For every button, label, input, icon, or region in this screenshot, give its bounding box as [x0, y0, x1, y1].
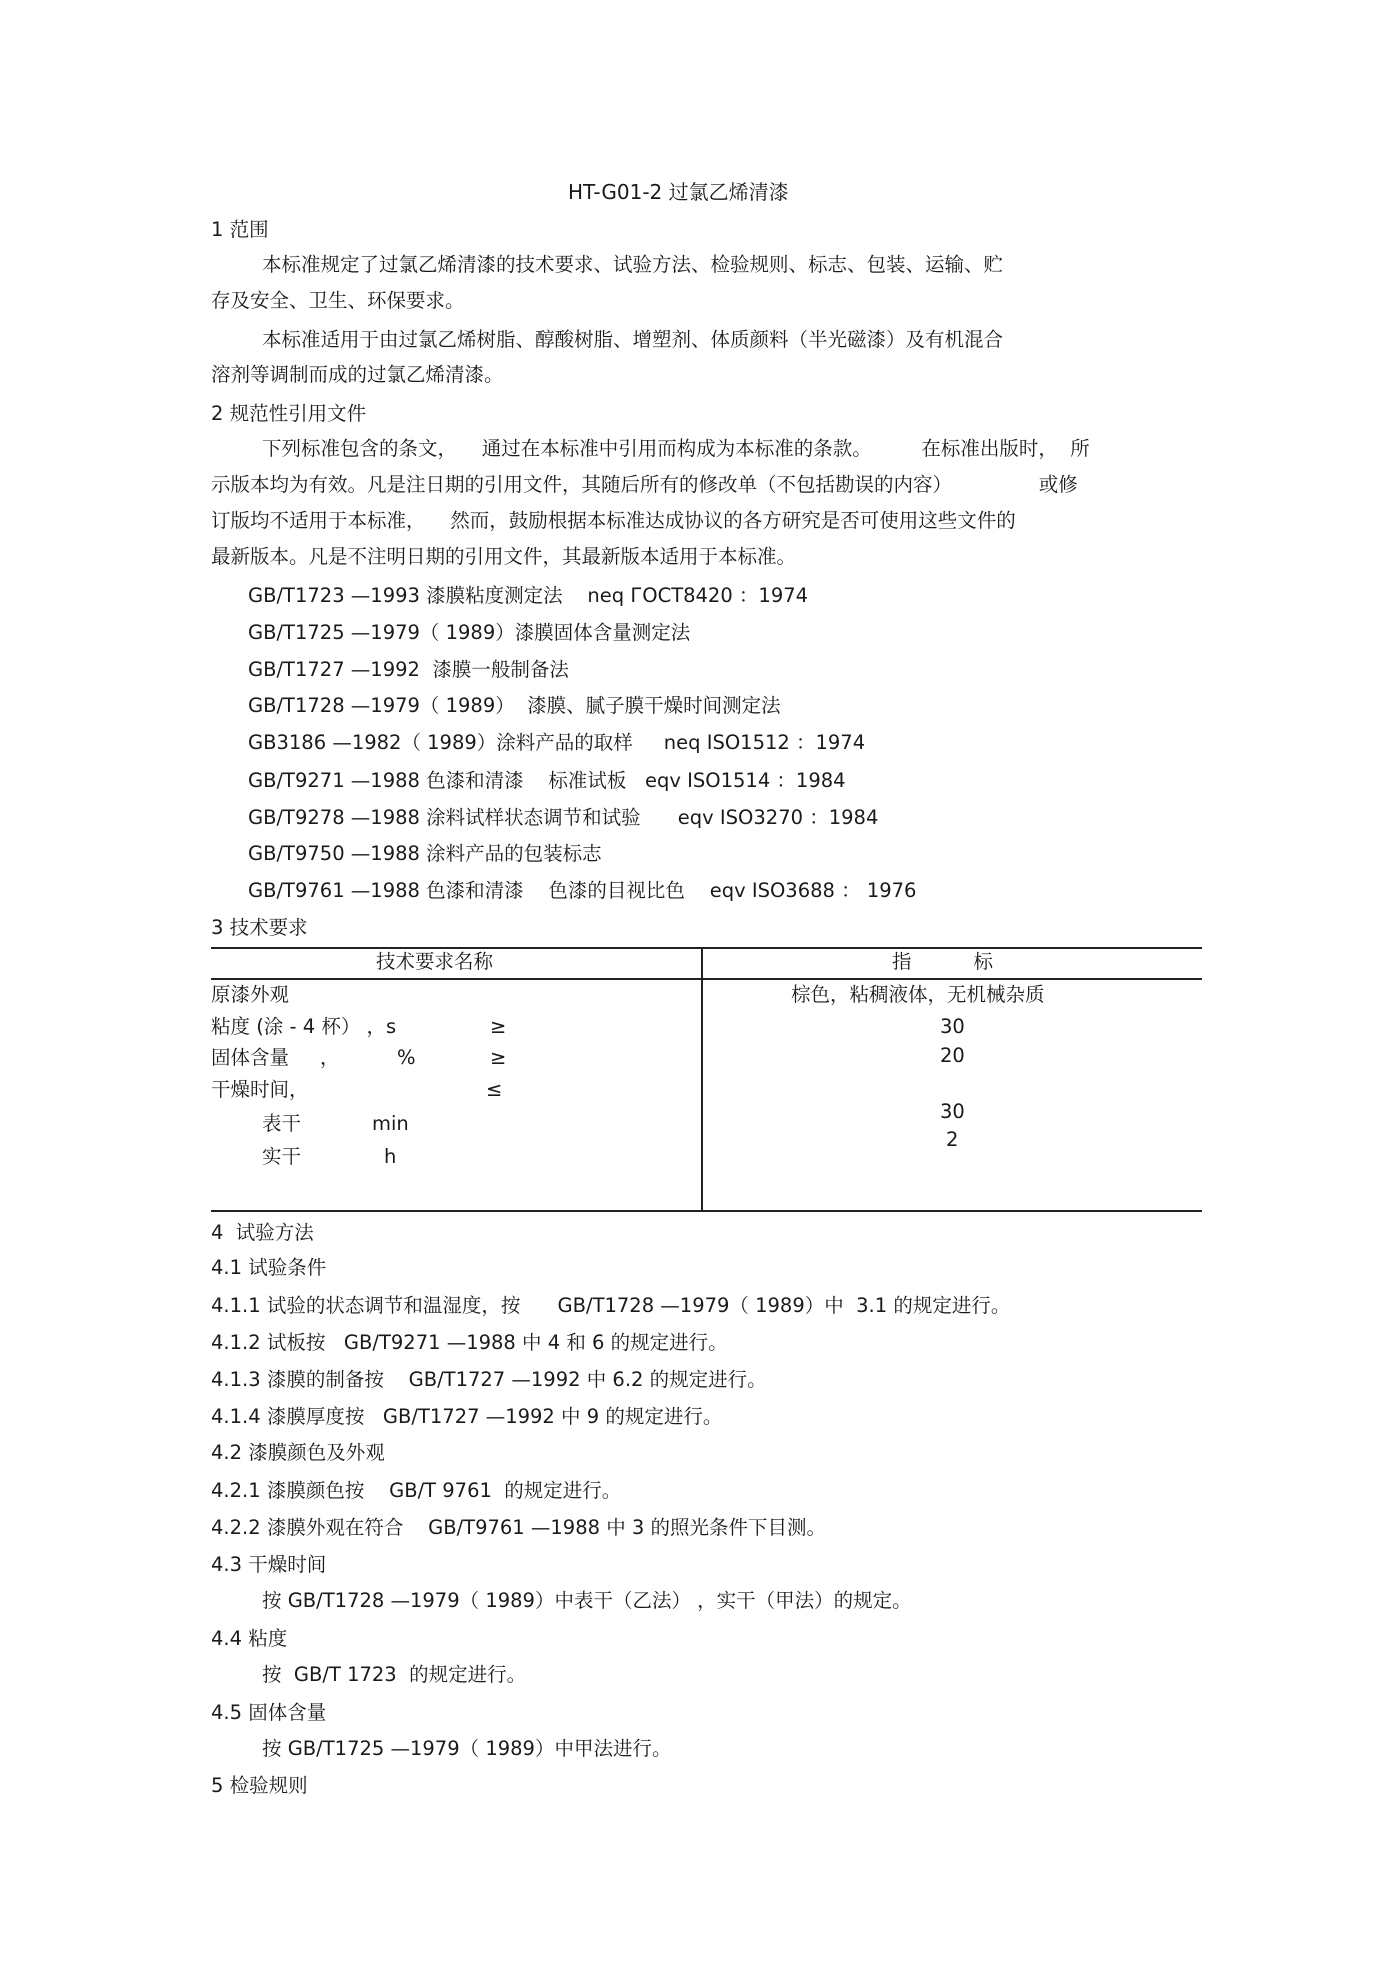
section-2-para-line-1: 下列标准包含的条文， 通过在本标准中引用而构成为本标准的条款。 在标准出版时， 所 [262, 437, 1090, 460]
subsection-heading: 4.3 干燥时间 [211, 1553, 327, 1576]
table-cell-value: 2 [946, 1128, 959, 1151]
subsection-heading: 4.2 漆膜颜色及外观 [211, 1441, 385, 1464]
table-cell-unit: % [397, 1046, 416, 1069]
section-2-para-line-2: 示版本均为有效。凡是注日期的引用文件，其随后所有的修改单（不包括勘误的内容） 或修 [211, 473, 1078, 496]
section-1-para-2-line-1: 本标准适用于由过氯乙烯树脂、醇酸树脂、增塑剂、体质颜料（半光磁漆）及有机混合 [262, 328, 1004, 351]
reference-item: GB/T9271 —1988 色漆和清漆 标准试板 eqv ISO1514 ：1984 [248, 769, 846, 792]
table-cell-name: 实干 [262, 1145, 302, 1168]
method-item: 4.2.2 漆膜外观在符合 GB/T9761 —1988 中 3 的照光条件下目测。 [211, 1516, 827, 1539]
table-cell-operator: ≥ [490, 1015, 507, 1038]
section-2-para-line-3: 订版均不适用于本标准， 然而，鼓励根据本标准达成协议的各方研究是否可使用这些文件的 [211, 509, 1016, 532]
section-4-heading: 4 试验方法 [211, 1221, 314, 1244]
subsection-heading: 4.4 粘度 [211, 1627, 288, 1650]
table-cell-name: 干燥时间， [211, 1078, 309, 1101]
table-cell-operator: ≤ [486, 1078, 503, 1101]
reference-item: GB/T1727 —1992 漆膜一般制备法 [248, 658, 569, 681]
section-1-heading: 1 范围 [211, 218, 269, 241]
table-column-divider [701, 947, 703, 1211]
subsection-heading: 4.5 固体含量 [211, 1701, 327, 1724]
method-item: 4.2.1 漆膜颜色按 GB/T 9761 的规定进行。 [211, 1479, 622, 1502]
method-item: 4.1.4 漆膜厚度按 GB/T1727 —1992 中 9 的规定进行。 [211, 1405, 723, 1428]
table-cell-name: 表干 [262, 1112, 302, 1135]
method-item: 4.1.3 漆膜的制备按 GB/T1727 —1992 中 6.2 的规定进行。 [211, 1368, 767, 1391]
table-cell-value: 30 [940, 1100, 965, 1123]
table-cell-name: 粘度 (涂 - 4 杯） ，s [211, 1015, 397, 1038]
table-top-rule [211, 947, 1202, 949]
table-cell-name: 原漆外观 [211, 983, 290, 1006]
section-1-para-2-line-2: 溶剂等调制而成的过氯乙烯清漆。 [211, 363, 504, 386]
table-header-rule [211, 978, 1202, 980]
method-item: 按 GB/T1725 —1979（ 1989）中甲法进行。 [262, 1737, 672, 1760]
section-1-para-1-line-2: 存及安全、卫生、环保要求。 [211, 289, 465, 312]
section-3-heading: 3 技术要求 [211, 916, 308, 939]
method-item: 4.1.2 试板按 GB/T9271 —1988 中 4 和 6 的规定进行。 [211, 1331, 728, 1354]
table-cell-value: 20 [940, 1044, 965, 1067]
reference-item: GB/T1723 —1993 漆膜粘度测定法 neq ГOCT8420 ：1974 [248, 584, 809, 607]
table-cell-value: 30 [940, 1015, 965, 1038]
subsection-heading: 4.1 试验条件 [211, 1256, 327, 1279]
table-header-value: 指 标 [892, 950, 993, 973]
reference-item: GB3186 —1982（ 1989）涂料产品的取样 neq ISO1512 ：1974 [248, 731, 866, 754]
method-item: 按 GB/T 1723 的规定进行。 [262, 1663, 527, 1686]
doc-title: HT-G01-2 过氯乙烯清漆 [568, 180, 789, 204]
table-cell-value: 棕色，粘稠液体，无机械杂质 [791, 983, 1045, 1006]
table-cell-operator: ≥ [490, 1046, 507, 1069]
section-2-para-line-4: 最新版本。凡是不注明日期的引用文件，其最新版本适用于本标准。 [211, 545, 797, 568]
reference-item: GB/T9278 —1988 涂料试样状态调节和试验 eqv ISO3270 ：1984 [248, 806, 879, 829]
method-item: 4.1.1 试验的状态调节和温湿度，按 GB/T1728 —1979（ 1989）中 3.1 的规定进行。 [211, 1294, 1011, 1317]
reference-item: GB/T1725 —1979（ 1989）漆膜固体含量测定法 [248, 621, 691, 644]
reference-item: GB/T9761 —1988 色漆和清漆 色漆的目视比色 eqv ISO3688 ： 1976 [248, 879, 917, 902]
table-cell-unit: h [384, 1145, 397, 1168]
table-cell-name: 固体含量 ， [211, 1046, 340, 1069]
table-bottom-rule [211, 1210, 1202, 1212]
reference-item: GB/T1728 —1979（ 1989） 漆膜、腻子膜干燥时间测定法 [248, 694, 781, 717]
section-2-heading: 2 规范性引用文件 [211, 402, 367, 425]
table-cell-unit: min [372, 1112, 409, 1135]
section-5-heading: 5 检验规则 [211, 1774, 308, 1797]
table-header-name: 技术要求名称 [376, 950, 494, 973]
section-1-para-1-line-1: 本标准规定了过氯乙烯清漆的技术要求、试验方法、检验规则、标志、包装、运输、贮 [262, 253, 1004, 276]
method-item: 按 GB/T1728 —1979（ 1989）中表干（乙法） ，实干（甲法）的规定。 [262, 1589, 912, 1612]
reference-item: GB/T9750 —1988 涂料产品的包装标志 [248, 842, 602, 865]
